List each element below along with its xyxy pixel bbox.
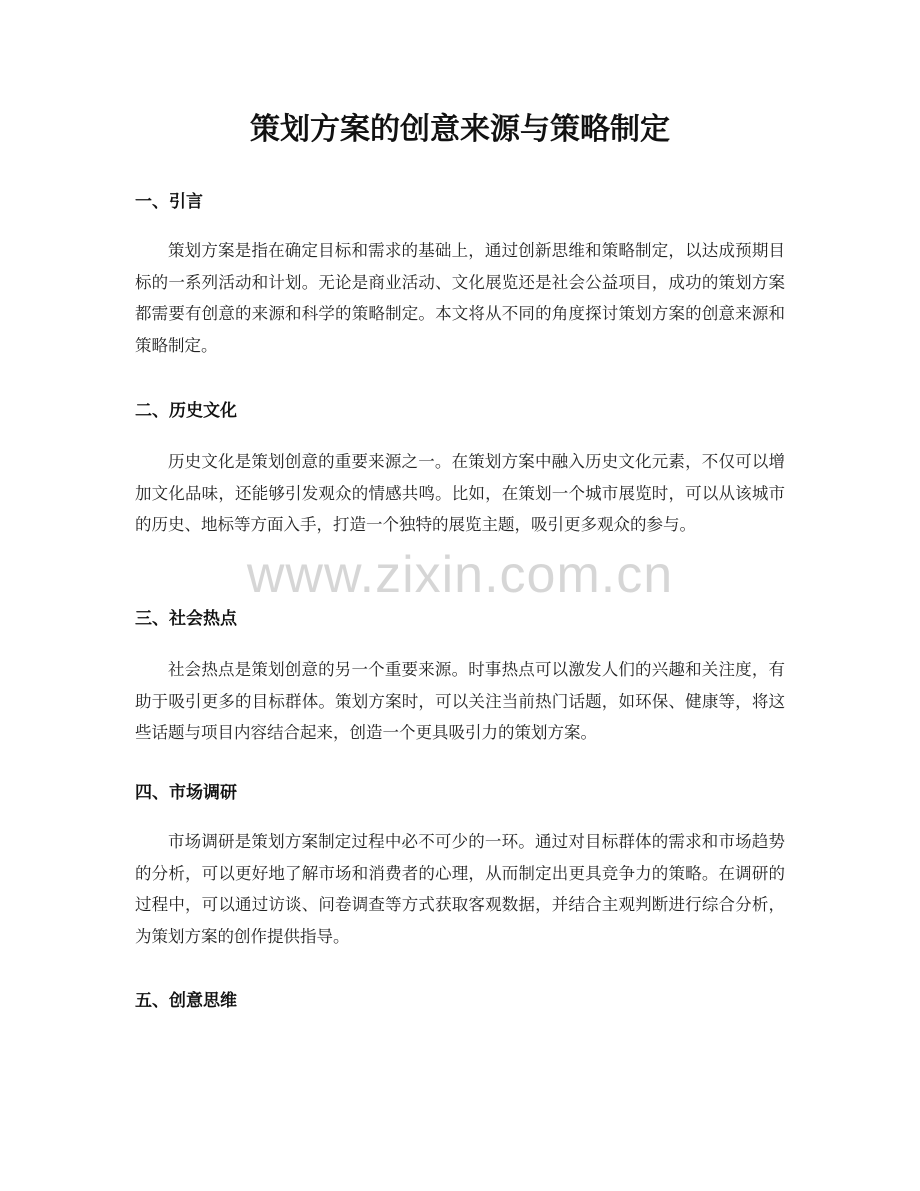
section-heading-history-culture: 二、历史文化: [135, 401, 237, 421]
section-paragraph-market-research: 市场调研是策划方案制定过程中必不可少的一环。通过对目标群体的需求和市场趋势的分析，可以更好地了解市场和消费者的心理，从而制定出更具竞争力的策略。在调研的过程中，可以通过访谈、问卷调查等方式获取客观数据，并结合主观判断进行综合分析，为策划方案的创作提供指导。: [135, 832, 785, 946]
watermark: www.zixin.com.cn: [246, 546, 674, 604]
section-heading-social-hotspots: 三、社会热点: [135, 609, 237, 629]
section-heading-introduction: 一、引言: [135, 192, 203, 212]
section-heading-creative-thinking: 五、创意思维: [135, 991, 237, 1011]
section-paragraph-social-hotspots: 社会热点是策划创意的另一个重要来源。时事热点可以激发人们的兴趣和关注度，有助于吸引更多的目标群体。策划方案时，可以关注当前热门话题，如环保、健康等，将这些话题与项目内容结合起来，创造一个更具吸引力的策划方案。: [135, 660, 785, 742]
section-paragraph-history-culture: 历史文化是策划创意的重要来源之一。在策划方案中融入历史文化元素，不仅可以增加文化品味，还能够引发观众的情感共鸣。比如，在策划一个城市展览时，可以从该城市的历史、地标等方面入手，打造一个独特的展览主题，吸引更多观众的参与。: [135, 452, 785, 534]
section-heading-market-research: 四、市场调研: [135, 783, 237, 803]
document-title: 策划方案的创意来源与策略制定: [250, 112, 670, 147]
section-paragraph-introduction: 策划方案是指在确定目标和需求的基础上，通过创新思维和策略制定，以达成预期目标的一系列活动和计划。无论是商业活动、文化展览还是社会公益项目，成功的策划方案都需要有创意的来源和科学的策略制定。本文将从不同的角度探讨策划方案的创意来源和策略制定。: [135, 241, 785, 355]
